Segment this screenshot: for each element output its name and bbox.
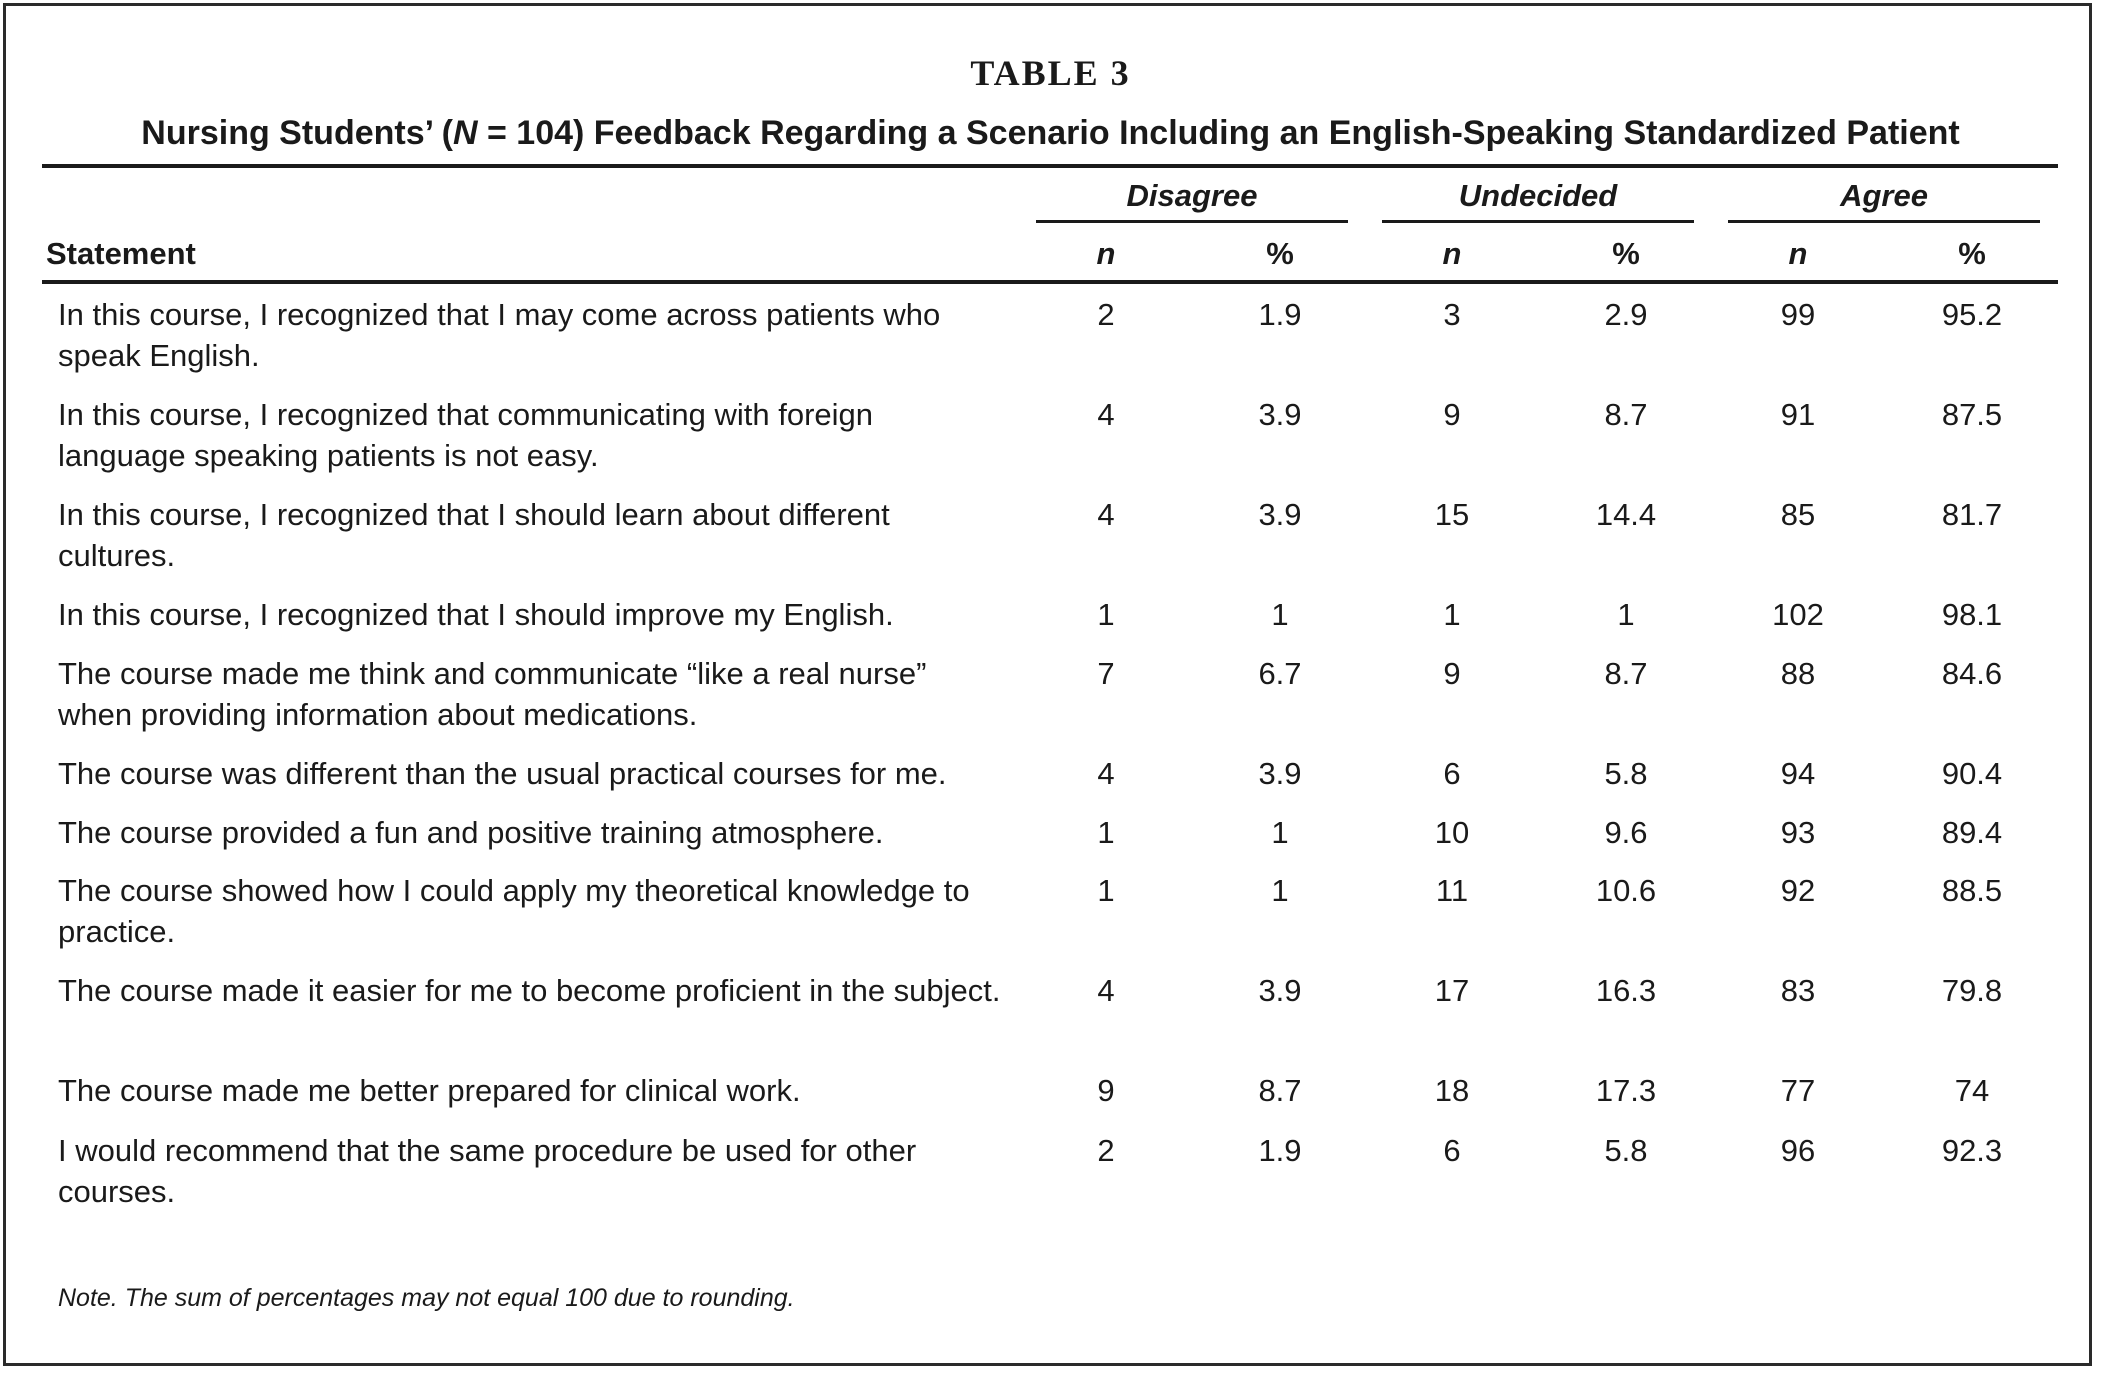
value-cell: 92 bbox=[1780, 873, 1816, 908]
group-rule-undecided bbox=[1382, 220, 1694, 223]
value-cell: 1 bbox=[1617, 597, 1635, 632]
value-cell: 1.9 bbox=[1258, 297, 1302, 332]
col-header-agree-n: n bbox=[1788, 236, 1808, 271]
value-cell: 2 bbox=[1097, 297, 1115, 332]
group-rule-agree bbox=[1728, 220, 2040, 223]
group-header-disagree: Disagree bbox=[1126, 178, 1258, 213]
value-cell: 3 bbox=[1443, 297, 1461, 332]
col-header-disagree-pct: % bbox=[1266, 236, 1294, 271]
value-cell: 5.8 bbox=[1604, 756, 1648, 791]
col-header-disagree-n: n bbox=[1096, 236, 1116, 271]
value-cell: 17.3 bbox=[1595, 1073, 1657, 1108]
value-cell: 85 bbox=[1780, 497, 1816, 532]
statement-cell: The course showed how I could apply my theoretical knowledge to practice. bbox=[58, 873, 970, 949]
table-note: Note. The sum of percentages may not equal 100 due to rounding. bbox=[58, 1284, 795, 1312]
value-cell: 5.8 bbox=[1604, 1133, 1648, 1168]
value-cell: 94 bbox=[1780, 756, 1816, 791]
value-cell: 79.8 bbox=[1941, 973, 2003, 1008]
group-rule-disagree bbox=[1036, 220, 1348, 223]
value-cell: 1 bbox=[1271, 815, 1289, 850]
value-cell: 95.2 bbox=[1941, 297, 2003, 332]
col-header-undecided-pct: % bbox=[1612, 236, 1640, 271]
value-cell: 89.4 bbox=[1941, 815, 2003, 850]
value-cell: 6 bbox=[1443, 1133, 1461, 1168]
value-cell: 9.6 bbox=[1604, 815, 1648, 850]
statement-header: Statement bbox=[46, 236, 196, 271]
top-rule bbox=[42, 164, 2058, 168]
value-cell: 1 bbox=[1271, 873, 1289, 908]
value-cell: 84.6 bbox=[1941, 656, 2003, 691]
statement-cell: The course provided a fun and positive training atmosphere. bbox=[58, 815, 884, 850]
statement-cell: The course was different than the usual practical courses for me. bbox=[58, 756, 947, 791]
statement-cell: I would recommend that the same procedure be used for other courses. bbox=[58, 1133, 917, 1209]
statement-cell: The course made it easier for me to become proficient in the subject. bbox=[58, 973, 1001, 1008]
value-cell: 98.1 bbox=[1941, 597, 2003, 632]
value-cell: 90.4 bbox=[1941, 756, 2003, 791]
statement-cell: In this course, I recognized that I should learn about different cultures. bbox=[58, 497, 890, 573]
value-cell: 1 bbox=[1097, 873, 1115, 908]
value-cell: 2 bbox=[1097, 1133, 1115, 1168]
value-cell: 4 bbox=[1097, 397, 1115, 432]
value-cell: 10.6 bbox=[1595, 873, 1657, 908]
value-cell: 7 bbox=[1097, 656, 1115, 691]
value-cell: 17 bbox=[1434, 973, 1470, 1008]
value-cell: 14.4 bbox=[1595, 497, 1657, 532]
group-header-undecided: Undecided bbox=[1458, 178, 1618, 213]
table-number: TABLE 3 bbox=[970, 53, 1131, 93]
value-cell: 15 bbox=[1434, 497, 1470, 532]
statement-cell: The course made me better prepared for clinical work. bbox=[58, 1073, 801, 1108]
value-cell: 99 bbox=[1780, 297, 1816, 332]
value-cell: 1.9 bbox=[1258, 1133, 1302, 1168]
value-cell: 3.9 bbox=[1258, 397, 1302, 432]
value-cell: 87.5 bbox=[1941, 397, 2003, 432]
header-rule bbox=[42, 280, 2058, 284]
value-cell: 11 bbox=[1435, 873, 1469, 908]
value-cell: 88.5 bbox=[1941, 873, 2003, 908]
value-cell: 88 bbox=[1780, 656, 1816, 691]
value-cell: 8.7 bbox=[1604, 397, 1648, 432]
value-cell: 16.3 bbox=[1595, 973, 1657, 1008]
value-cell: 1 bbox=[1097, 597, 1115, 632]
value-cell: 18 bbox=[1434, 1073, 1470, 1108]
value-cell: 6.7 bbox=[1258, 656, 1302, 691]
value-cell: 1 bbox=[1443, 597, 1461, 632]
col-header-undecided-n: n bbox=[1442, 236, 1462, 271]
value-cell: 96 bbox=[1780, 1133, 1816, 1168]
group-header-agree: Agree bbox=[1840, 178, 1928, 213]
value-cell: 2.9 bbox=[1604, 297, 1648, 332]
value-cell: 3.9 bbox=[1258, 756, 1302, 791]
value-cell: 74 bbox=[1954, 1073, 1990, 1108]
value-cell: 9 bbox=[1443, 397, 1461, 432]
value-cell: 10 bbox=[1434, 815, 1470, 850]
statement-cell: In this course, I recognized that I should improve my English. bbox=[58, 597, 894, 632]
value-cell: 102 bbox=[1772, 597, 1824, 632]
value-cell: 8.7 bbox=[1604, 656, 1648, 691]
value-cell: 9 bbox=[1097, 1073, 1115, 1108]
value-cell: 3.9 bbox=[1258, 973, 1302, 1008]
value-cell: 6 bbox=[1443, 756, 1461, 791]
value-cell: 1 bbox=[1097, 815, 1115, 850]
value-cell: 91 bbox=[1780, 397, 1816, 432]
statement-cell: In this course, I recognized that communicating with foreign language speaking patients is not easy. bbox=[58, 397, 874, 473]
table-title: Nursing Students’ (N = 104) Feedback Regarding a Scenario Including an English-Speaking Standardized Patient bbox=[141, 114, 1960, 152]
value-cell: 3.9 bbox=[1258, 497, 1302, 532]
value-cell: 81.7 bbox=[1941, 497, 2003, 532]
value-cell: 4 bbox=[1097, 497, 1115, 532]
value-cell: 92.3 bbox=[1941, 1133, 2003, 1168]
value-cell: 83 bbox=[1780, 973, 1816, 1008]
value-cell: 9 bbox=[1443, 656, 1461, 691]
value-cell: 1 bbox=[1271, 597, 1289, 632]
value-cell: 77 bbox=[1780, 1073, 1816, 1108]
statement-cell: In this course, I recognized that I may come across patients who speak English. bbox=[58, 297, 941, 373]
value-cell: 4 bbox=[1097, 973, 1115, 1008]
value-cell: 4 bbox=[1097, 756, 1115, 791]
col-header-agree-pct: % bbox=[1958, 236, 1986, 271]
statement-cell: The course made me think and communicate “like a real nurse” when providing information about medications. bbox=[58, 656, 927, 732]
value-cell: 8.7 bbox=[1258, 1073, 1302, 1108]
value-cell: 93 bbox=[1780, 815, 1816, 850]
